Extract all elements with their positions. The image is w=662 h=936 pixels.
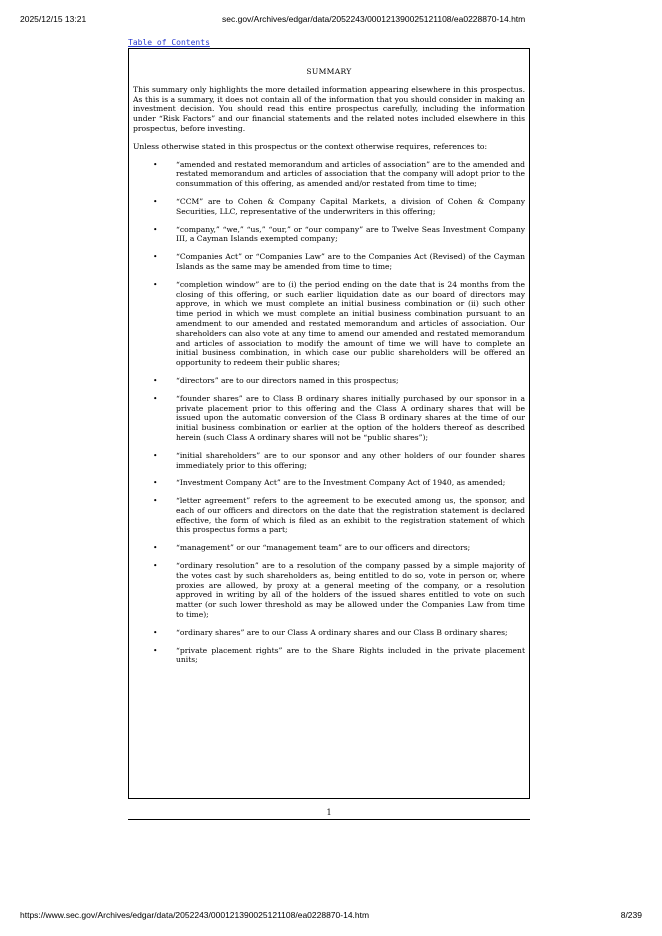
bullet-icon: •	[153, 478, 158, 488]
bullet-icon: •	[153, 561, 158, 571]
bullet-icon: •	[153, 375, 158, 385]
definition-text: “private placement rights” are to the Share Rights included in the private placement units;	[176, 645, 525, 665]
summary-content	[129, 49, 529, 665]
definition-item	[133, 280, 525, 368]
definition-text: “founder shares” are to Class B ordinary shares initially purchased by our sponsor in a private placement prior to this offering and the Class A ordinary shares that will be issued upon the automatic conversion of the Class B ordinary shares at the time of our initial business combination or earlier at the option of the holders thereof as described herein (such Class A ordinary shares will not be “public shares”);	[176, 393, 525, 442]
browser-print-footer	[0, 906, 662, 936]
definition-item	[133, 478, 525, 488]
print-page-url: sec.gov/Archives/edgar/data/2052243/000121390025121108/ea0228870-14.htm	[222, 14, 526, 24]
summary-title: SUMMARY	[306, 67, 352, 76]
bullet-icon: •	[153, 543, 158, 553]
print-footer-url: https://www.sec.gov/Archives/edgar/data/2052243/000121390025121108/ea0228870-14.htm	[20, 910, 370, 920]
table-of-contents-link[interactable]: Table of Contents	[128, 38, 210, 47]
definition-item	[133, 252, 525, 272]
print-page-count: 8/239	[620, 910, 642, 920]
definition-item	[133, 160, 525, 189]
definition-item	[133, 376, 525, 386]
bullet-icon: •	[153, 252, 158, 262]
references-intro-paragraph: Unless otherwise stated in this prospectus or the context otherwise requires, references to:	[133, 141, 488, 151]
definition-text: “completion window” are to (i) the period ending on the date that is 24 months from the closing of this offering, or such earlier liquidation date as our board of directors may approve, in which we must complete an initial business combination or (ii) such other time period in which we must complete an initial business combination pursuant to an amendment to our amended and restated memorandum and articles of association. Our shareholders can also vote at any time to amend our amended and restated memorandum and articles of association to modify the amount of time we will have to complete an initial business combination, in which case our public shareholders will be offered an opportunity to redeem their public shares;	[176, 279, 525, 368]
definition-text: “letter agreement” refers to the agreement to be executed among us, the sponsor, and each of our officers and directors on the date that the registration statement is declared effective, the form of which is filed as an exhibit to the registration statement of which this prospectus forms a part;	[176, 496, 525, 535]
summary-intro-paragraph: This summary only highlights the more detailed information appearing elsewhere in this prospectus. As this is a summary, it does not contain all of the information that you should consider in making an investment decision. You should read this entire prospectus carefully, including the information under “Risk Factors” and our financial statements and the related notes included elsewhere in this prospectus, before investing.	[133, 84, 525, 133]
page-divider	[128, 819, 530, 820]
definition-text: “Investment Company Act” are to the Investment Company Act of 1940, as amended;	[176, 478, 506, 488]
bullet-icon: •	[153, 496, 158, 506]
definition-item	[133, 451, 525, 471]
bullet-icon: •	[153, 645, 158, 655]
bullet-icon: •	[153, 393, 158, 403]
definition-item	[133, 646, 525, 666]
definition-text: “Companies Act” or “Companies Law” are to the Companies Act (Revised) of the Cayman Islands as the same may be amended from time to time;	[176, 252, 525, 271]
summary-box	[128, 48, 530, 799]
definition-text: “ordinary shares” are to our Class A ordinary shares and our Class B ordinary shares;	[176, 627, 508, 637]
definition-text: “ordinary resolution” are to a resolution of the company passed by a simple majority of the votes cast by such shareholders as, being entitled to do so, vote in person or, where proxies are allowed, by proxy at a general meeting of the company, or a resolution approved in writing by all of the holders of the issued shares entitled to vote on such matter (or such lower threshold as may be allowed under the Companies Law from time to time);	[176, 561, 525, 620]
definition-text: “company,” “we,” “us,” “our,” or “our company” are to Twelve Seas Investment Company III, a Cayman Islands exempted company;	[176, 224, 525, 244]
definitions-list	[133, 160, 525, 666]
page-number: 1	[326, 808, 332, 817]
definition-item	[133, 496, 525, 535]
bullet-icon: •	[153, 196, 158, 206]
bullet-icon: •	[153, 450, 158, 460]
bullet-icon: •	[153, 627, 158, 637]
definition-text: “initial shareholders” are to our sponsor and any other holders of our founder shares immediately prior to this offering;	[176, 450, 525, 470]
definition-text: “amended and restated memorandum and articles of association” are to the amended and restated memorandum and articles of association that the company will adopt prior to the consummation of this offering, as amended and/or restated from time to time;	[176, 159, 525, 189]
bullet-icon: •	[153, 159, 158, 169]
definition-text: “directors” are to our directors named in this prospectus;	[176, 375, 399, 385]
definition-text: “CCM” are to Cohen & Company Capital Markets, a division of Cohen & Company Securities, LLC, representative of the underwriters in this offering;	[176, 196, 525, 216]
bullet-icon: •	[153, 279, 158, 289]
definition-item	[133, 394, 525, 443]
definition-item	[133, 225, 525, 245]
print-datetime: 2025/12/15 13:21	[20, 14, 87, 24]
definition-item	[133, 543, 525, 553]
definition-item	[133, 561, 525, 620]
bullet-icon: •	[153, 224, 158, 234]
definition-item	[133, 628, 525, 638]
definition-item	[133, 197, 525, 217]
definition-text: “management” or our “management team” are to our officers and directors;	[176, 543, 471, 553]
